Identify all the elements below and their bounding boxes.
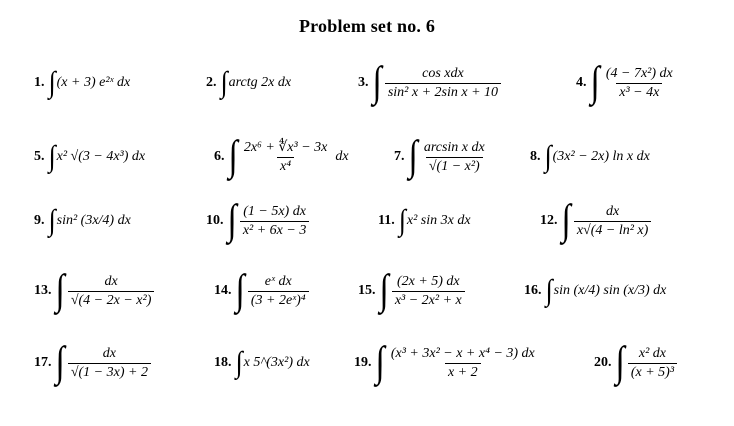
- fraction: [603, 66, 676, 101]
- problem-15: [358, 266, 467, 316]
- problem-number: 19.: [354, 355, 372, 370]
- problem-2: [206, 58, 291, 108]
- problem-number: 8.: [530, 149, 541, 164]
- denominator: (x + 5)³: [628, 363, 677, 381]
- denominator: x + 2: [445, 363, 481, 381]
- problem-20: [594, 338, 679, 388]
- problem-number: 15.: [358, 283, 376, 298]
- fraction: [421, 140, 488, 175]
- numerator: 2x⁶ + ∜x³ − 3x: [243, 140, 328, 155]
- fraction: [240, 204, 310, 239]
- integral-sign: ∫: [372, 59, 382, 106]
- integral-sign: ∫: [545, 273, 553, 308]
- fraction: [392, 274, 465, 309]
- differential: dx: [335, 149, 349, 164]
- problem-6: [214, 132, 349, 182]
- problem-16: [524, 266, 666, 316]
- denominator: sin² x + 2sin x + 10: [385, 83, 501, 101]
- problem-number: 9.: [34, 213, 45, 228]
- problem-number: 7.: [394, 149, 405, 164]
- numerator: dx: [102, 345, 116, 361]
- page-title: Problem set no. 6: [298, 16, 436, 36]
- fraction: [574, 204, 651, 239]
- problem-number: 13.: [34, 283, 52, 298]
- problem-7: [394, 132, 490, 182]
- integral-sign: ∫: [615, 339, 625, 386]
- integral-sign: ∫: [235, 345, 243, 380]
- integral-sign: ∫: [55, 267, 65, 314]
- denominator: √(1 − 3x) + 2: [68, 363, 151, 381]
- fraction: [68, 274, 155, 309]
- integral-sign: ∫: [408, 133, 418, 180]
- integral-sign: ∫: [48, 139, 56, 174]
- fraction: [241, 139, 331, 175]
- problem-14: [214, 266, 311, 316]
- problem-4: [576, 58, 678, 108]
- integral-sign: ∫: [228, 133, 238, 180]
- denominator: x√(4 − ln² x): [574, 221, 651, 239]
- problem-17: [34, 338, 153, 388]
- problem-number: 5.: [34, 149, 45, 164]
- numerator: (2x + 5) dx: [396, 273, 460, 289]
- problem-number: 17.: [34, 355, 52, 370]
- denominator: √(4 − 2x − x²): [68, 291, 155, 309]
- integral-sign: ∫: [590, 59, 600, 106]
- integrand: x 5^(3x²) dx: [243, 355, 310, 370]
- integral-sign: ∫: [48, 65, 56, 100]
- problem-number: 3.: [358, 75, 369, 90]
- integrand: (3x² − 2x) ln x dx: [552, 149, 650, 164]
- problem-number: 6.: [214, 149, 225, 164]
- problem-8: [530, 132, 650, 182]
- denominator: √(1 − x²): [426, 157, 483, 175]
- denominator: x⁴: [277, 157, 294, 175]
- problem-9: [34, 196, 131, 246]
- problem-number: 11.: [378, 213, 395, 228]
- integrand: arctg 2x dx: [228, 75, 292, 90]
- fraction: [68, 346, 151, 381]
- problem-number: 16.: [524, 283, 542, 298]
- integral-sign: ∫: [398, 203, 406, 238]
- integral-sign: ∫: [235, 267, 245, 314]
- numerator: eˣ dx: [264, 273, 292, 289]
- integrand: x² √(3 − 4x³) dx: [56, 149, 146, 164]
- numerator: x² dx: [638, 345, 666, 361]
- numerator: arcsin x dx: [423, 139, 485, 155]
- integral-sign: ∫: [55, 339, 65, 386]
- problem-number: 10.: [206, 213, 224, 228]
- problem-1: [34, 58, 130, 108]
- integral-sign: ∫: [227, 197, 237, 244]
- denominator: x³ − 2x² + x: [392, 291, 465, 309]
- numerator: dx: [104, 273, 118, 289]
- fraction: [248, 274, 309, 309]
- problem-10: [206, 196, 311, 246]
- integral-sign: ∫: [379, 267, 389, 314]
- problem-18: [214, 338, 310, 388]
- problem-11: [378, 196, 471, 246]
- integrand: x² sin 3x dx: [406, 213, 471, 228]
- problem-12: [540, 196, 653, 246]
- integral-sign: ∫: [48, 203, 56, 238]
- numerator: (x³ + 3x² − x + x⁴ − 3) dx: [390, 345, 535, 361]
- problem-number: 14.: [214, 283, 232, 298]
- integrand: sin² (3x/4) dx: [56, 213, 131, 228]
- problem-number: 12.: [540, 213, 558, 228]
- fraction: [388, 346, 538, 381]
- integrand: (x + 3) e²ˣ dx: [56, 75, 131, 90]
- numerator: cos xdx: [422, 65, 464, 81]
- problem-13: [34, 266, 156, 316]
- integral-sign: ∫: [544, 139, 552, 174]
- problem-3: [358, 58, 503, 108]
- denominator: x³ − 4x: [616, 83, 662, 101]
- problem-number: 1.: [34, 75, 45, 90]
- fraction: [385, 66, 501, 101]
- problem-number: 20.: [594, 355, 612, 370]
- numerator: (4 − 7x²) dx: [605, 65, 673, 81]
- fraction: [628, 346, 677, 381]
- problem-number: 18.: [214, 355, 232, 370]
- problem-number: 2.: [206, 75, 217, 90]
- integrand: sin (x/4) sin (x/3) dx: [553, 283, 667, 298]
- integral-sign: ∫: [220, 65, 228, 100]
- numerator: dx: [605, 203, 620, 219]
- problem-number: 4.: [576, 75, 587, 90]
- integral-sign: ∫: [561, 197, 571, 244]
- numerator: (1 − 5x) dx: [243, 203, 306, 219]
- problem-19: [354, 338, 540, 388]
- integral-sign: ∫: [375, 339, 385, 386]
- problem-5: [34, 132, 145, 182]
- denominator: x² + 6x − 3: [240, 221, 310, 239]
- denominator: (3 + 2eˣ)⁴: [248, 291, 309, 309]
